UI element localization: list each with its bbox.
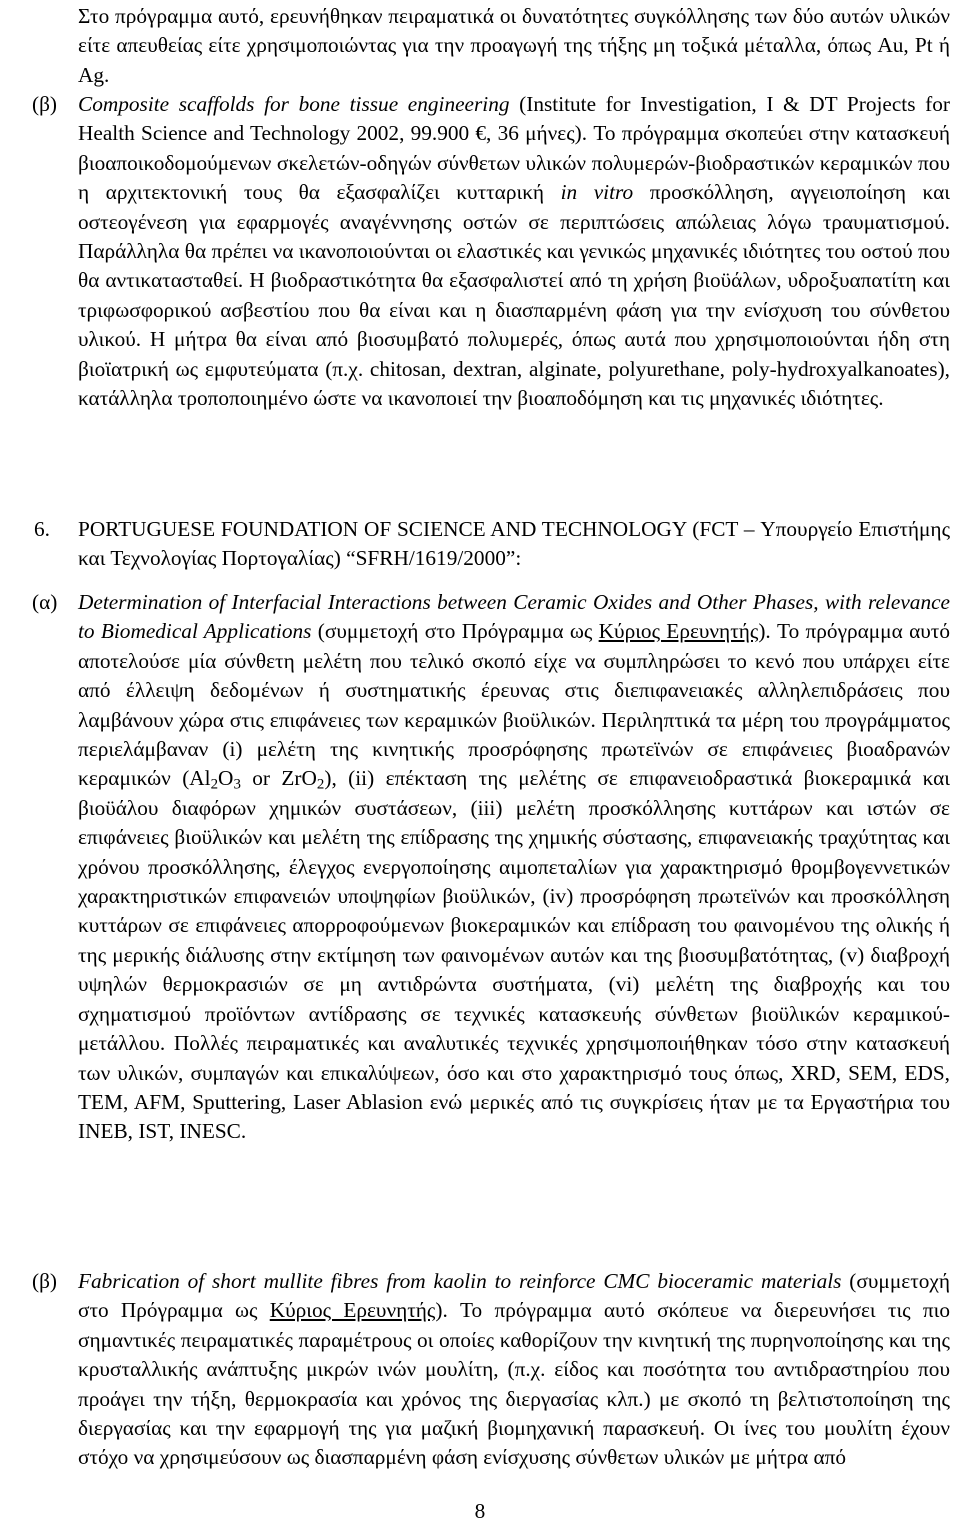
item-label: (α) <box>32 590 58 614</box>
item-label: (β) <box>32 1269 58 1293</box>
section-number: 6. <box>34 517 50 541</box>
project-description: ). Το πρόγραμμα αυτό σκόπευε να διερευνήσει τις πιο σημαντικές πειραματικές παραμέτρους οι οποίες καθορίζουν την κινητική της πυρηνοποίησης και της κρυσταλλικής ανάπτυξης μικρών ινών μουλίτη, (π.χ. είδος και ποσότητα του αντιδραστηρίου που προάγει την τήξη, θερμοκρασία και χρόνος της διεργασίας κλπ.) με σκοπό τη βελτιστοποίηση της διεργασίας και την εφαρμογή της για μαζική βιομηχανική παρασκευή. Οι ίνες του μουλίτη έχουν στόχο να χρησιμεύσουν ως διασπαρμένη φάση ενίσχυσης σύνθετων υλικών με μήτρα από <box>78 1298 950 1470</box>
subscript: 3 <box>233 777 241 794</box>
project-title: Composite scaffolds for bone tissue engineering <box>78 92 510 116</box>
page-number: 8 <box>474 1499 486 1523</box>
project-description: προσκόλληση, αγγειοποίηση και οστεογένεση για εφαρμογές αναγέννησης οστών σε περιπτώσεις απώλειας λόγω τραυματισμού. Παράλληλα θα πρέπει να ικανοποιούνται οι ελαστικές και γενικώς μηχανικές ιδιότητες του οστού που θα αντικατασταθεί. Η βιοδραστικότητα θα εξασφαλιστεί από τη χρήση βιοϋάλων, υδροξυαπατίτη και τριφωσφορικού ασβεστίου που θα είναι και η διασπαρμένη φάση για την ενίσχυση του σύνθετου υλικού. Η μήτρα θα είναι από βιοσυμβατό πολυμερές, όπως αυτά που χρησιμοποιούνται ήδη στη βιοϊατρική ως εμφυτεύματα (π.χ. chitosan, dextran, alginate, polyurethane, poly-hydroxyalkanoates), κατάλληλα τροποποιημένο ώστε να ικανοποιεί την βιοαποδόμηση και τις μηχανικές ιδιότητες. <box>78 180 950 411</box>
item-body <box>78 90 950 413</box>
formula-part: or ZrO <box>240 766 317 791</box>
role-prefix: (συμμετοχή στο Πρόγραμμα ως <box>78 1269 950 1323</box>
intro-text: Στο πρόγραμμα αυτό, ερευνήθηκαν πειραματικά οι δυνατότητες συγκόλλησης των δύο αυτών υλικών είτε απευθείας είτε χρησιμοποιώντας για την προαγωγή της τήξης μη τοξικά μέταλλα, όπως Au, Pt ή Ag. <box>78 4 950 87</box>
role-prefix: (συμμετοχή στο Πρόγραμμα ως <box>311 619 599 644</box>
project-details: (Institute for Investigation, I & DT Projects for Health Science and Technology 2002, 99.900 €, 36 μήνες). Το πρόγραμμα σκοπεύει στην κατασκευή βιοαποικοδομούμενων σκελετών-οδηγών σύνθετων υλικών πολυμερών-βιοδραστικών κεραμικών που η αρχιτεκτονική τους θα εξασφαλίζει κυτταρική <box>78 92 950 205</box>
subscript: 2 <box>316 777 325 794</box>
in-vitro-term: in vitro <box>560 180 634 205</box>
subscript: 2 <box>210 777 219 794</box>
project-title: Fabrication of short mullite fibres from kaolin to reinforce CMC bioceramic materials <box>78 1269 842 1293</box>
item-label: (β) <box>32 92 58 116</box>
item-body <box>78 588 950 1147</box>
project-description: ). Το πρόγραμμα αυτό αποτελούσε μία σύνθετη μελέτη που τελικό σκοπό είχε να συμπληρώσει το κενό που υπάρχει είτε από έλλειψη δεδομένων ή συστηματικής έρευνας στις διεπιφανειακές αλληλεπιδράσεις που λαμβάνουν χώρα στις επιφάνειες των κεραμικών βιοϋλικών. Περιληπτικά τα μέρη του προγράμματος περιελάμβαναν (i) μελέτη της κινητικής προσρόφησης πρωτεϊνών σε επιφάνειες βιοαδρανών κεραμικών (Al <box>78 619 950 791</box>
project-description-continued: ), (ii) επέκταση της μελέτης σε επιφανειοδραστικά βιοκεραμικά και βιοϋάλου διαφόρων χημικών συστάσεων, (iii) μελέτη προσκόλλησης κυττάρων και ιστών σε επιφάνειες βιοϋλικών και μελέτη της επίδρασης της χημικής σύστασης, επιφανειακής τραχύτητας και χρόνου προσκόλλησης, έλεγχος ενεργοποίησης αιμοπεταλίων για χαρακτηρισμό θρομβογεννετικών χαρακτηριστικών επιφανειών υποψηφίων βιοϋλικών, (iv) προσρόφηση πρωτεϊνών και προσκόλληση κυττάρων σε επιφάνειες απορροφούμενων βιοκεραμικών και επίδραση του φαινομένου της ολικής ή της μερικής διάλυσης στην εκτίμηση των φαινομένων αυτών και της βιοσυμβατότητας, (v) διαβροχή υψηλών θερμοκρασιών σε μη αντιδρώντα συστήματα, (vi) μελέτη της διαβροχής και του σχηματισμού προϊόντων αντίδρασης σε τεχνικές κατασκευής σύνθετων βιοϋλικών κεραμικού-μετάλλου. Πολλές πειραματικές και αναλυτικές τεχνικές χρησιμοποιήθηκαν τόσο στην κατασκευή των υλικών, συμπαγών και επικαλύψεων, όσο και στο χαρακτηρισμό τους όπως, XRD, SEM, EDS, TEM, AFM, Sputtering, Laser Ablasion ενώ μερικές από τις συγκρίσεις ήταν με τα Εργαστήρια του INEB, IST, INESC. <box>78 766 951 1144</box>
project-title: Determination of Interfacial Interactions between Ceramic Oxides and Other Phases, with relevance to Biomedical Applications <box>78 590 950 644</box>
section-heading: PORTUGUESE FOUNDATION OF SCIENCE AND TECHNOLOGY (FCT – Υπουργείο Επιστήμης και Τεχνολογίας Πορτογαλίας) “SFRH/1619/2000”: <box>78 517 950 571</box>
item-body <box>78 1267 950 1473</box>
intro-paragraph <box>78 2 950 90</box>
role-text: Κύριος Ερευνητής <box>598 619 759 644</box>
role-text: Κύριος Ερευνητής <box>269 1298 436 1323</box>
formula-part: O <box>218 766 234 791</box>
